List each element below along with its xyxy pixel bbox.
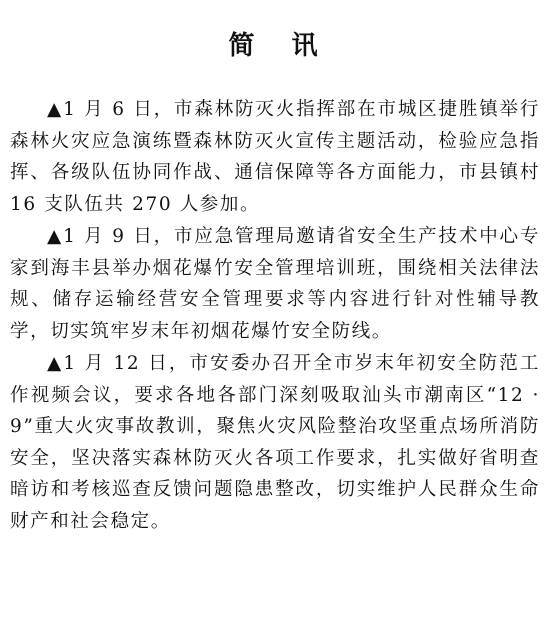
news-item-3: ▲1 月 12 日，市安委办召开全市岁末年初安全防范工作视频会议，要求各地各部门深刻吸取汕头市潮南区“12 · 9”重大火灾事故教训，聚焦火灾风险整治攻坚重点场所消防安全，坚决落实森林防灭火各项工作要求，扎实做好省明查暗访和考核巡查反馈问题隐患整改，切实维护人民群众生命财产和社会稳定。 xyxy=(10,353,540,532)
page-title: 简 讯 xyxy=(228,31,332,61)
news-item-1: ▲1 月 6 日，市森林防灭火指挥部在市城区捷胜镇举行森林火灾应急演练暨森林防灭火宣传主题活动，检验应急指挥、各级队伍协同作战、通信保障等各方面能力，市县镇村 16 支队伍共 270 人参加。 xyxy=(10,99,540,215)
news-item-2: ▲1 月 9 日，市应急管理局邀请省安全生产技术中心专家到海丰县举办烟花爆竹安全管理培训班，围绕相关法律法规、储存运输经营安全管理要求等内容进行针对性辅导教学，切实筑牢岁末年初烟花爆竹安全防线。 xyxy=(10,226,540,342)
